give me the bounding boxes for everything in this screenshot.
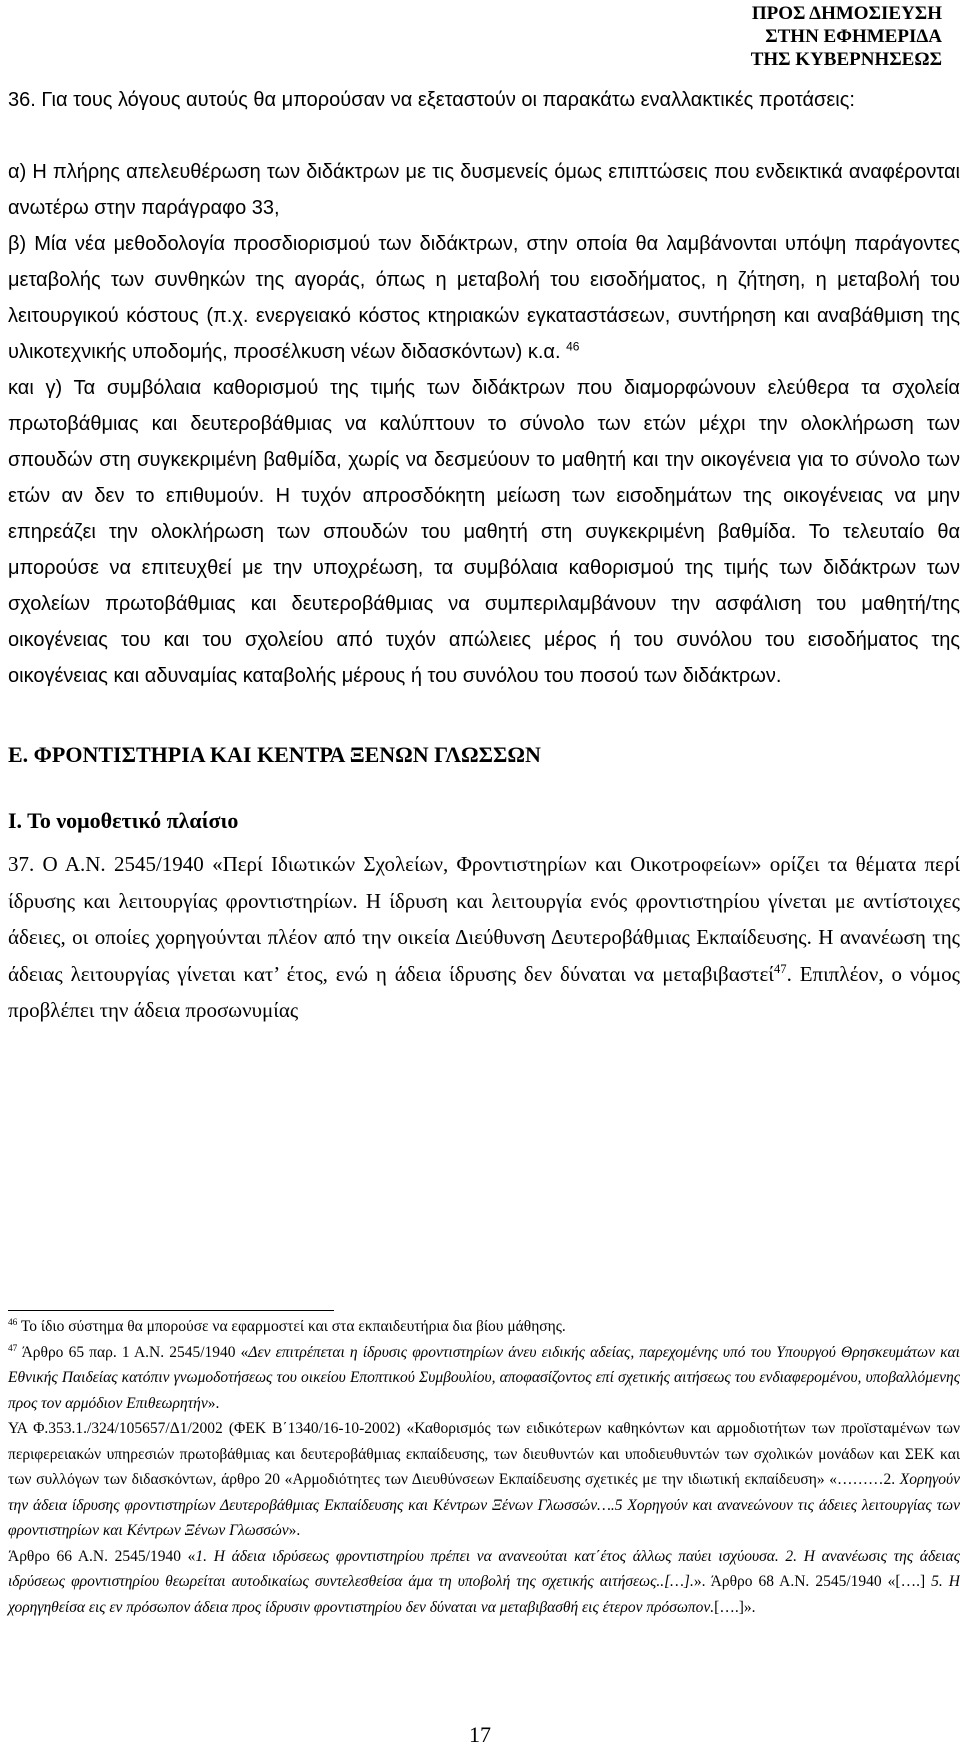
paragraph-37-text-cont: . Επιπλέον, ο νόμος προβλέπει την άδεια προσωνυμίας [8, 961, 960, 1022]
option-b [8, 226, 960, 370]
footnote-art66 [8, 1544, 960, 1621]
footnote-number: 47 [8, 1343, 18, 1354]
footnote-separator [8, 1310, 334, 1311]
section-heading-i: Ι. Το νομοθετικό πλαίσιο [8, 808, 239, 833]
footnote-text: Άρθρο 66 Α.Ν. 2545/1940 « [8, 1547, 196, 1565]
footnote-ya [8, 1416, 960, 1544]
footnote-46 [8, 1314, 960, 1340]
paragraph-36-intro: 36. Για τους λόγους αυτούς θα μπορούσαν να εξεταστούν οι παρακάτω εναλλακτικές προτάσεις: [8, 89, 855, 111]
footnote-quote: Χορηγούν την άδεια ίδρυσης φροντιστηρίων Δευτεροβάθμιας Εκπαίδευσης και Κέντρων Ξένων Γλωσσών….5 Χορηγούν και ανανεώνουν τις άδειες λειτουργίας των φροντιστηρίων και Κέντρων Ξένων Γλωσσών [8, 1471, 960, 1539]
option-a: α) Η πλήρης απελευθέρωση των διδάκτρων με τις δυσμενείς όμως επιπτώσεις που ενδεικτικά αναφέρονται ανωτέρω στην παράγραφο 33, [8, 161, 960, 219]
paragraph-37 [8, 846, 960, 1029]
footnote-ref-46[interactable]: 46 [566, 339, 580, 354]
stamp-line: ΤΗΣ ΚΥΒΕΡΝΗΣΕΩΣ [750, 49, 942, 70]
stamp-line: ΣΤΗΝ ΕΦΗΜΕΡΙΔΑ [765, 26, 942, 47]
stamp-line: ΠΡΟΣ ΔΗΜΟΣΙΕΥΣΗ [751, 3, 942, 24]
footnotes [8, 1314, 960, 1620]
footnote-text: Το ίδιο σύστημα θα μπορούσε να εφαρμοστεί και στα εκπαιδευτήρια δια βίου μάθησης. [20, 1318, 566, 1335]
footnote-text: Άρθρο 65 παρ. 1 Α.Ν. 2545/1940 « [21, 1343, 249, 1361]
section-heading-e: Ε. ΦΡΟΝΤΙΣΤΗΡΙΑ ΚΑΙ ΚΕΝΤΡΑ ΞΕΝΩΝ ΓΛΩΣΣΩΝ [8, 742, 541, 767]
footnote-quote: Δεν επιτρέπεται η ίδρυσις φροντιστηρίων άνευ ειδικής αδείας, παρεχομένης υπό του Υπουργού Θρησκευμάτων και Εθνικής Παιδείας κατόπιν γνωμοδοτήσεως του οικείου Εποπτικού Συμβουλίου, αποφασίζοντος επί σχετικής αιτήσεως του ενδιαφερομένου, υποβαλλόμενης προς τον αρμόδιον Επιθεωρητήν [8, 1343, 960, 1412]
option-b-text: β) Μία νέα μεθοδολογία προσδιορισμού των διδάκτρων, στην οποία θα λαμβάνονται υπόψη παράγοντες μεταβολής των συνθηκών της αγοράς, όπως η μεταβολή του εισοδήματος, η ζήτηση, η μεταβολή του λειτουργικού κόστους (π.χ. ενεργειακό κόστος κτηριακών εγκαταστάσεων, συντήρηση και αναβάθμιση της υλικοτεχνικής υποδομής, προσέλκυση νέων διδασκόντων) κ.α. [8, 233, 960, 363]
footnote-text: ». Άρθρο 68 Α.Ν. 2545/1940 «[….] [693, 1573, 932, 1590]
main-text [8, 82, 960, 1029]
footnote-ref-47[interactable]: 47 [773, 961, 787, 976]
footnote-number: 46 [8, 1317, 18, 1328]
footnote-text: ». [207, 1394, 220, 1412]
publication-stamp [682, 2, 942, 71]
footnote-text: ΥΑ Φ.353.1./324/105657/Δ1/2002 (ΦΕΚ Β΄1340/16-10-2002) «Καθορισμός των ειδικότερων καθηκόντων και αρμοδιοτήτων των προϊσταμένων των περιφερειακών υπηρεσιών πρωτοβάθμιας και δευτεροβάθμιας εκπαίδευσης, των διευθυντών και υποδιευθυντών των σχολικών μονάδων και ΣΕΚ και των συλλόγων των διδασκόντων, άρθρο 20 «Αρμοδιότητες των Διευθύνσεων Εκπαίδευσης σχετικές με την ιδιωτική εκπαίδευση» «………2. [8, 1420, 960, 1488]
footnote-quote: 5. Η χορηγηθείσα εις εν πρόσωπον άδεια προς ίδρυσιν φροντιστηρίου δεν δύναται να μεταβιβασθή εις έτερον πρόσωπον. [8, 1573, 960, 1616]
footnote-text: ». [288, 1522, 301, 1539]
option-c: και γ) Τα συμβόλαια καθορισμού της τιμής των διδάκτρων που διαμορφώνουν ελεύθερα τα σχολεία πρωτοβάθμιας και δευτεροβάθμιας να καλύπτουν το σύνολο των ετών μέχρι την ολοκλήρωση των σπουδών στη συγκεκριμένη βαθμίδα, χωρίς να δεσμεύουν το μαθητή και την οικογένεια για το σύνολο των ετών αν δεν το επιθυμούν. Η τυχόν απροσδόκητη μείωση των εισοδημάτων της οικογένειας να μην επηρεάζει την ολοκλήρωση των σπουδών του μαθητή στη συγκεκριμένη βαθμίδα. Το τελευταίο θα μπορούσε να επιτευχθεί με την υποχρέωση, τα συμβόλαια καθορισμού της τιμής των διδάκτρων των σχολείων πρωτοβάθμιας και δευτεροβάθμιας να συμπεριλαμβάνουν την ασφάλιση του μαθητή/της οικογένειας του και του σχολείου από τυχόν απώλειες μέρος ή του συνόλου του εισοδήματος της οικογένειας και αδυναμίας καταβολής μέρους ή του συνόλου του ποσού των διδάκτρων. [8, 377, 960, 687]
footnote-quote: 1. Η άδεια ιδρύσεως φροντιστηρίου πρέπει να ανανεούται κατ΄έτος άλλως παύει ισχύουσα. 2. Η ανανέωσις της άδειας ιδρύσεως φροντιστηρίου θεωρείται αυτοδικαίως συντελεσθείσα άμα τη υποβολή της σχετικής αιτήσεως..[…]. [8, 1547, 960, 1590]
footnote-47 [8, 1340, 960, 1417]
page-number: 17 [469, 1722, 491, 1747]
footnote-text: [….]». [714, 1598, 756, 1616]
paragraph-37-text: 37. Ο Α.Ν. 2545/1940 «Περί Ιδιωτικών Σχολείων, Φροντιστηρίων και Οικοτροφείων» ορίζει τα θέματα περί ίδρυσης και λειτουργίας φροντιστηρίων. Η ίδρυση και λειτουργία ενός φροντιστηρίου γίνεται με αντίστοιχες άδειες, οι οποίες χορηγούνται πλέον από την οικεία Διεύθυνση Δευτεροβάθμιας Εκπαίδευσης. Η ανανέωση της άδειας λειτουργίας γίνεται κατ’ έτος, ενώ η άδεια ίδρυσης δεν δύναται να μεταβιβαστεί [8, 852, 960, 986]
